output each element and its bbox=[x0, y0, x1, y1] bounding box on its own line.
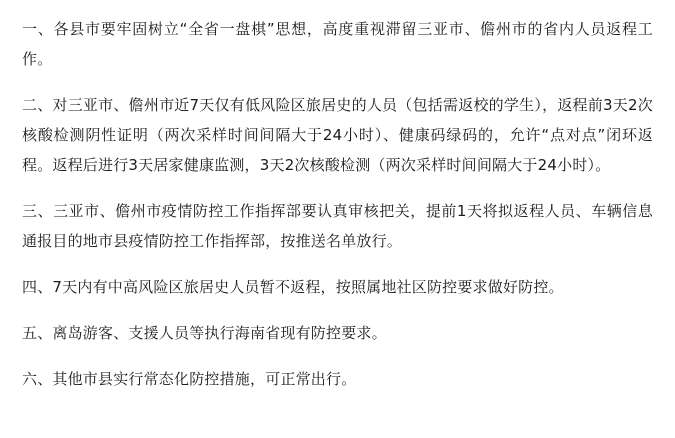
paragraph-1: 一、各县市要牢固树立“全省一盘棋”思想，高度重视滞留三亚市、儋州市的省内人员返程工作。 bbox=[22, 20, 653, 68]
paragraph-2: 二、对三亚市、儋州市近7天仅有低风险区旅居史的人员（包括需返校的学生），返程前3天2次核酸检测阴性证明（两次采样时间间隔大于24小时）、健康码绿码的，允许“点对点”闭环返程。返程后进行3天居家健康监测，3天2次核酸检测（两次采样时间间隔大于24小时）。 bbox=[22, 96, 653, 174]
paragraph-3: 三、三亚市、儋州市疫情防控工作指挥部要认真审核把关，提前1天将拟返程人员、车辆信息通报目的地市县疫情防控工作指挥部，按推送名单放行。 bbox=[22, 202, 653, 250]
paragraph-5: 五、离岛游客、支援人员等执行海南省现有防控要求。 bbox=[22, 324, 387, 342]
paragraph-6: 六、其他市县实行常态化防控措施，可正常出行。 bbox=[22, 370, 357, 388]
paragraph-4: 四、7天内有中高风险区旅居史人员暂不返程，按照属地社区防控要求做好防控。 bbox=[22, 278, 564, 296]
